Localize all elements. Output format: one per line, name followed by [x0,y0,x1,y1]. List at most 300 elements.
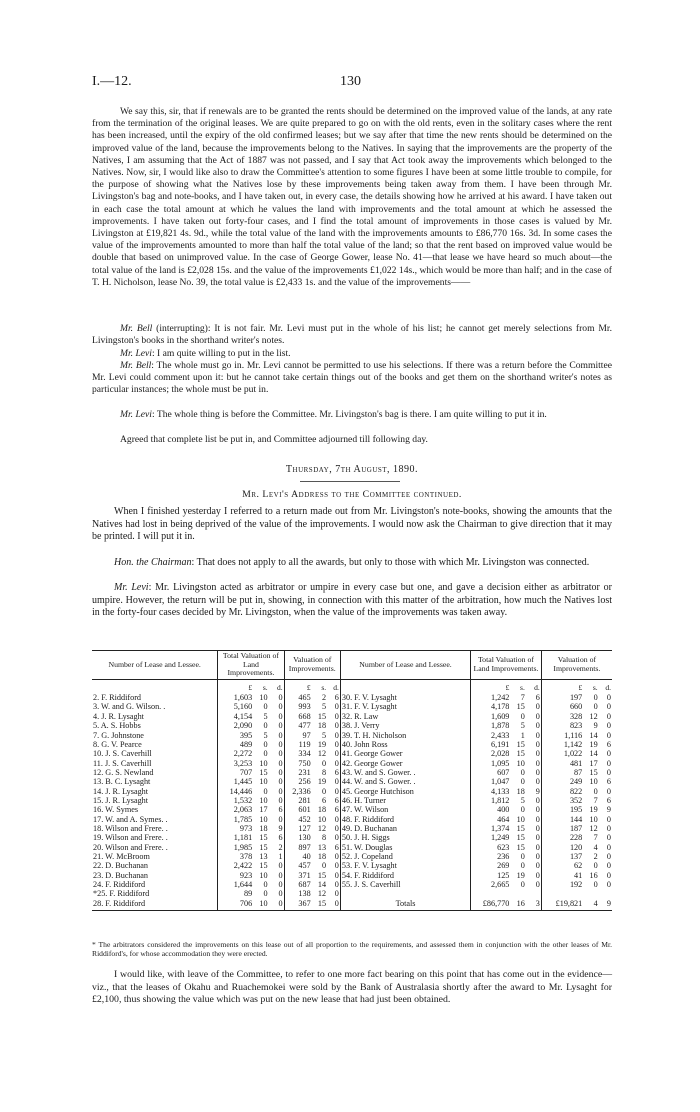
impr-shillings-cell: 6 [322,795,327,805]
total-pence-cell: 0 [278,870,283,880]
impr-pounds-cell: 281 [284,796,312,805]
impr-pounds-cell: 137 [541,852,583,861]
table-row [92,712,612,721]
impr-pounds-cell: 41 [541,871,583,880]
impr-pounds-cell: 119 [284,740,312,749]
impr-pence-cell: 6 [334,693,339,703]
total-pence-cell: 0 [535,767,540,777]
impr-shillings-cell: 0 [593,786,598,796]
impr-pence-cell: 0 [334,777,339,787]
impr-pence-cell: 0 [606,786,611,796]
column-header-improvements: Valuation of Improvements. [541,651,612,680]
impr-pounds-cell: 197 [541,693,583,702]
total-shillings-cell: 10 [259,814,268,824]
speaker-name: Mr. Bell [120,323,153,334]
lessee-cell: 41. George Gower [340,749,470,758]
total-shillings-cell: 15 [516,833,525,843]
total-shillings-cell: 10 [253,899,268,911]
total-shillings-cell: 1 [520,730,525,740]
table-row [92,768,612,777]
total-pence-cell: 0 [269,899,284,911]
lessee-cell: 24. F. Riddiford [93,880,146,889]
page-header [92,74,612,94]
total-shillings-cell: 0 [520,861,525,871]
impr-pounds-cell: 249 [541,777,583,786]
impr-shillings-cell: 7 [593,795,598,805]
section-subheading: Mr. Levi's Address to the Committee continued. [242,489,462,500]
total-pence-cell: 0 [535,880,540,889]
speaker-name: Mr. Levi [114,582,149,593]
total-pence-cell: 2 [278,842,283,852]
total-pence-cell: 0 [535,833,540,843]
table-row [92,833,612,842]
impr-shillings-cell: 12 [589,823,598,833]
total-pence-cell: 0 [535,730,540,740]
table-row [92,759,612,768]
table-footnote: * The arbitrators considered the improvements on this lease out of all proportion to the requirements, and assessed them in conjunction with the other leases of Mr. Riddiford's, for whose accommodation they were erected. [92,940,612,959]
total-pence-cell: 0 [535,805,540,815]
lessee-cell: 46. H. Turner [340,796,470,805]
impr-pounds-cell: 371 [284,871,312,880]
total-pence-cell: 0 [278,861,283,871]
units-row [92,679,612,693]
impr-shillings-cell: 12 [317,823,327,833]
total-pence-cell: 0 [535,870,540,880]
total-shillings-cell: 0 [520,767,525,777]
lessee-cell: 12. G. S. Newland [93,767,154,777]
total-shillings-cell: 5 [520,721,525,731]
impr-pence-cell: 6 [334,795,339,805]
impr-pence-cell: 0 [606,730,611,740]
impr-shillings-cell: 15 [312,899,327,911]
total-shillings-cell: 0 [263,739,268,749]
lessee-cell: 2. F. Riddiford [93,693,142,703]
total-shillings-cell: 10 [259,693,268,703]
lessee-cell: 48. F. Riddiford [340,815,470,824]
impr-pence-cell: 0 [334,711,339,721]
lessee-cell: 3. W. and G. Wilson. . [93,702,166,712]
lessee-cell: 40. John Ross [340,740,470,749]
impr-pounds-cell: 40 [284,852,312,861]
table-row [92,880,612,889]
impr-pence-cell: 0 [334,823,339,833]
paragraph-levi-bag [92,409,612,421]
lessee-cell: 15. J. R. Lysaght [93,795,149,805]
impr-pounds-cell: 750 [284,759,312,768]
table-row [92,889,612,898]
total-pence-cell: 0 [535,814,540,824]
total-pounds-cell: 2,422 [218,861,253,870]
impr-shillings-cell: 15 [317,870,327,880]
impr-shillings-cell: 2 [322,693,327,703]
impr-pounds-cell: 120 [541,843,583,852]
total-pounds-cell: 1,812 [471,796,511,805]
impr-pounds-cell: 477 [284,721,312,730]
total-shillings-cell: 5 [263,711,268,721]
paragraph-chairman [92,557,612,570]
table-row [92,843,612,852]
impr-shillings-cell: 0 [593,702,598,712]
impr-pence-cell: 0 [334,880,339,889]
impr-pence-cell: 0 [606,880,611,889]
paragraph-return: When I finished yesterday I referred to a return made out from Mr. Livingston's note-books, showing the amounts that the Natives had lost in being deprived of the value of the improvements. I would now ask the Chairman to give direction that it may be printed. I will put it in. [92,506,612,543]
impr-pence-cell: 0 [334,870,339,880]
impr-pence-cell: 0 [606,767,611,777]
total-pounds-cell: 706 [218,899,253,911]
total-pounds-cell: 14,446 [218,787,253,796]
paragraph-bell-interrupt [92,323,612,347]
total-pence-cell: 0 [278,889,283,899]
column-header-total: Total Valuation of Land Improvements. [218,651,284,680]
total-pounds-cell: 923 [218,871,253,880]
speech-text: : That does not apply to all the awards, but only to those with which Mr. Livingston was connected. [191,557,590,568]
speech-text: (interrupting): It is not fair. Mr. Levi must put in the whole of his list; he cannot get merely selections from Mr. Livingston's books in the shorthand writer's notes. [92,323,612,347]
impr-pounds-cell: 897 [284,843,312,852]
impr-pence-cell: 9 [606,805,611,815]
total-pence-cell: 0 [278,702,283,712]
impr-shillings-cell: 10 [589,777,598,787]
impr-shillings-cell: 5 [322,702,327,712]
impr-pounds-cell: 1,116 [541,731,583,740]
impr-pence-cell: 0 [606,823,611,833]
impr-pence-cell [599,889,612,898]
impr-shillings-cell: 18 [317,805,327,815]
unit-label: £ [541,679,583,693]
total-pence-cell: 0 [278,795,283,805]
table-row [92,871,612,880]
impr-shillings-cell: 19 [317,777,327,787]
total-pounds-cell: 2,090 [218,721,253,730]
lessee-cell: 47. W. Wilson [340,805,470,814]
total-pence-cell: 0 [278,711,283,721]
impr-pence-cell: 0 [606,758,611,768]
impr-pounds-cell: 97 [284,731,312,740]
impr-shillings-cell: 10 [589,814,598,824]
total-pounds-cell: 1,095 [471,759,511,768]
total-shillings-cell: 5 [263,730,268,740]
unit-label: £ [471,679,511,693]
total-pence-cell: 0 [278,721,283,731]
impr-pounds-cell: 993 [284,702,312,711]
impr-pounds-cell: 601 [284,805,312,814]
column-header-lease: Number of Lease and Lessee. [340,651,470,680]
total-shillings-cell: 15 [516,739,525,749]
date-heading: Thursday, 7th August, 1890. [285,464,419,475]
page-number: 130 [340,74,361,89]
impr-pence-cell: 0 [334,814,339,824]
total-pence-cell: 0 [535,721,540,731]
speech-text: : I am quite willing to put in the list. [151,348,291,359]
impr-pence-cell: 6 [606,795,611,805]
impr-pounds-cell: 256 [284,777,312,786]
lessee-cell: 10. J. S. Caverhill [93,749,152,759]
impr-pounds-cell [541,889,583,898]
impr-pounds-cell: 822 [541,787,583,796]
unit-label: s. [321,682,327,692]
total-pounds-cell: 464 [471,815,511,824]
impr-shillings-cell: 14 [317,880,327,889]
lessee-cell: Totals [340,899,470,911]
impr-pence-cell: 0 [334,758,339,768]
total-shillings-cell: 0 [263,702,268,712]
impr-shillings-cell: 8 [322,767,327,777]
lessee-cell: 20. Wilson and Frere. . [93,842,168,852]
total-pence-cell: 0 [535,842,540,852]
impr-pence-cell: 0 [334,786,339,796]
impr-pence-cell: 0 [606,711,611,721]
total-pence-cell: 0 [535,711,540,721]
total-shillings-cell: 19 [516,870,525,880]
total-pounds-cell: 973 [218,824,253,833]
impr-pounds-cell: 452 [284,815,312,824]
total-shillings-cell: 18 [516,786,525,796]
total-shillings-cell: 0 [263,880,268,889]
total-shillings-cell: 18 [259,823,268,833]
table-row [92,796,612,805]
total-pounds-cell: 707 [218,768,253,777]
impr-pounds-cell: 192 [541,880,583,889]
impr-pounds-cell: 228 [541,833,583,842]
total-shillings-cell [510,889,525,898]
paragraph-bell-reply [92,360,612,397]
total-pence-cell [526,889,541,898]
total-shillings-cell: 10 [259,795,268,805]
impr-shillings-cell [583,889,598,898]
impr-pounds-cell: 1,142 [541,740,583,749]
impr-pence-cell: 0 [606,861,611,871]
table-row [92,721,612,730]
speech-text: : The whole must go in. Mr. Levi cannot be permitted to use his selections. If there was a return before the Committee Mr. Levi could comment upon it: but he cannot take certain things out of the books and get them on the shorthand writer's notes as particular instances; the whole must be put in. [92,360,612,396]
impr-pence-cell: 0 [334,702,339,712]
impr-shillings-cell: 19 [589,805,598,815]
total-pounds-cell: 4,178 [471,702,511,711]
lessee-cell: 11. J. S. Caverhill [93,758,152,768]
total-pounds-cell: 400 [471,805,511,814]
total-pounds-cell: 623 [471,843,511,852]
total-pounds-cell: 1,785 [218,815,253,824]
impr-pence-cell: 6 [606,777,611,787]
impr-pounds-cell: 481 [541,759,583,768]
total-pence-cell: 0 [278,767,283,777]
impr-pence-cell: 0 [334,889,339,899]
impr-shillings-cell: 15 [589,767,598,777]
total-shillings-cell: 0 [520,805,525,815]
total-shillings-cell: 13 [259,851,268,861]
lessee-cell: 55. J. S. Caverhill [340,880,470,889]
impr-pounds-cell: 687 [284,880,312,889]
total-pence-cell: 0 [535,823,540,833]
impr-shillings-cell: 14 [589,749,598,759]
impr-pence-cell: 0 [334,749,339,759]
speaker-name: Mr. Bell [120,360,152,371]
total-pounds-cell: 6,191 [471,740,511,749]
lessee-cell: 28. F. Riddiford [92,899,218,911]
impr-pence-cell: 0 [334,721,339,731]
impr-shillings-cell: 10 [317,814,327,824]
impr-pence-cell: 0 [606,721,611,731]
total-shillings-cell: 16 [510,899,525,911]
total-pence-cell: 1 [278,851,283,861]
impr-shillings-cell: 19 [589,739,598,749]
table-header-row [92,651,612,680]
units-blank [340,679,470,693]
total-shillings-cell: 15 [259,833,268,843]
total-shillings-cell: 10 [259,870,268,880]
total-shillings-cell: 15 [516,842,525,852]
total-pounds-cell: 5,160 [218,702,253,711]
speech-text: : Mr. Livingston acted as arbitrator or umpire in every case but one, and gave a decision either as arbitrator or umpire. However, the return will be put in, showing, in connection with this matter of the arbitration, how much the Natives lost in the forty-four cases decided by Mr. Livingston, when the value of the improvements was taken away. [92,582,612,619]
speaker-name: Hon. the Chairman [114,557,192,568]
total-pence-cell: 0 [535,702,540,712]
impr-pounds-cell: 2,336 [284,787,312,796]
total-pounds-cell: £86,770 [471,899,511,911]
total-pounds-cell: 2,272 [218,749,253,758]
impr-shillings-cell: 5 [322,730,327,740]
impr-pence-cell: 0 [334,739,339,749]
total-pence-cell: 0 [278,749,283,759]
total-shillings-cell: 15 [259,767,268,777]
impr-pence-cell: 9 [599,899,612,911]
impr-shillings-cell: 18 [317,851,327,861]
impr-shillings-cell: 12 [317,889,327,899]
impr-pounds-cell: 187 [541,824,583,833]
lessee-cell: 31. F. V. Lysaght [340,702,470,711]
total-shillings-cell: 0 [263,721,268,731]
impr-shillings-cell: 19 [317,739,327,749]
impr-shillings-cell: 9 [593,721,598,731]
lessee-cell: 52. J. Copeland [340,852,470,861]
impr-shillings-cell: 2 [593,851,598,861]
total-pence-cell: 0 [278,693,283,703]
table-row [92,861,612,870]
total-pounds-cell: 1,374 [471,824,511,833]
lessee-cell: 23. D. Buchanan [93,870,149,880]
total-pounds-cell: 1,609 [471,712,511,721]
impr-pounds-cell: 130 [284,833,312,842]
impr-pounds-cell: £19,821 [541,899,583,911]
impr-pence-cell: 0 [606,833,611,843]
impr-shillings-cell: 0 [593,693,598,703]
table-row [92,787,612,796]
impr-pounds-cell: 138 [284,889,312,898]
impr-pounds-cell: 195 [541,805,583,814]
total-shillings-cell: 15 [516,749,525,759]
total-pence-cell: 0 [535,739,540,749]
total-pence-cell: 6 [278,833,283,843]
impr-pence-cell: 6 [606,739,611,749]
table-row [92,852,612,861]
total-pounds-cell: 1,644 [218,880,253,889]
total-pence-cell: 3 [526,899,541,911]
total-pounds-cell: 378 [218,852,253,861]
total-shillings-cell: 0 [520,851,525,861]
lessee-cell: 42. George Gower [340,759,470,768]
table-row [92,815,612,824]
total-pounds-cell: 1,047 [471,777,511,786]
total-pounds-cell: 489 [218,740,253,749]
unit-label: s. [520,682,525,692]
lessee-cell: 8. G. V. Pearce [93,739,142,749]
unit-label: s. [592,682,598,692]
total-pounds-cell: 236 [471,852,511,861]
units-blank [92,679,218,693]
impr-pence-cell: 0 [334,861,339,871]
speech-text: : The whole thing is before the Committee. Mr. Livingston's bag is there. I am quite willing to put it in. [151,409,547,420]
impr-shillings-cell: 13 [317,842,327,852]
total-shillings-cell: 15 [516,702,525,712]
paragraph-levi-arbitration [92,582,612,620]
impr-shillings-cell: 15 [317,711,327,721]
total-shillings-cell: 15 [259,842,268,852]
lessee-cell: 53. F. V. Lysaght [340,861,470,870]
lessee-cell: 45. George Hutchison [340,787,470,796]
total-shillings-cell: 10 [259,777,268,787]
impr-pence-cell: 0 [606,842,611,852]
total-shillings-cell: 0 [263,786,268,796]
total-pounds-cell: 2,665 [471,880,511,889]
impr-pounds-cell: 668 [284,712,312,721]
total-pounds-cell: 3,253 [218,759,253,768]
total-pence-cell: 9 [278,823,283,833]
impr-pence-cell: 6 [334,842,339,852]
impr-pence-cell: 0 [606,851,611,861]
lessee-cell: 51. W. Douglas [340,843,470,852]
column-header-lease: Number of Lease and Lessee. [92,651,218,680]
impr-shillings-cell: 12 [589,711,598,721]
lessee-cell: 50. J. H. Siggs [340,833,470,842]
impr-pounds-cell: 352 [541,796,583,805]
impr-pence-cell: 0 [334,851,339,861]
table-row [92,899,612,911]
total-shillings-cell: 10 [259,758,268,768]
total-pence-cell: 0 [535,851,540,861]
impr-pence-cell: 0 [334,833,339,843]
total-pounds-cell: 2,028 [471,749,511,758]
lessee-cell: 32. R. Law [340,712,470,721]
total-shillings-cell: 0 [520,880,525,889]
column-header-improvements: Valuation of Improvements. [284,651,340,680]
paragraph-bank-sale: I would like, with leave of the Committee, to refer to one more fact bearing on this point that has come out in the evidence—viz., that the leases of Okahu and Ruachemokei were sold by the Bank of Australasia shortly after the award to Mr. Lysaght for £2,100, thus showing the value which was put on the new lease that had just been obtained. [92,969,612,1006]
impr-pounds-cell: 144 [541,815,583,824]
total-pence-cell: 0 [278,814,283,824]
lessee-cell: 17. W. and A. Symes. . [93,814,168,824]
lessee-cell: 22. D. Buchanan [93,861,149,871]
lessee-cell: 19. Wilson and Frere. . [93,833,168,843]
total-pence-cell: 0 [278,758,283,768]
impr-shillings-cell: 7 [593,833,598,843]
total-pence-cell: 6 [535,693,540,703]
column-header-total: Total Valuation of Land Improvements. [471,651,542,680]
speaker-name: Mr. Levi [120,409,152,420]
table-row [92,740,612,749]
impr-shillings-cell: 0 [322,758,327,768]
lessee-cell: 13. B. C. Lysaght [93,777,151,787]
lessee-cell: 44. W. and S. Gower. . [340,777,470,786]
speaker-name: Mr. Levi [120,348,152,359]
total-pounds-cell: 2,433 [471,731,511,740]
total-pounds-cell: 125 [471,871,511,880]
total-pence-cell: 0 [278,777,283,787]
total-shillings-cell: 0 [520,777,525,787]
impr-pounds-cell: 823 [541,721,583,730]
paragraph-levi-reply [92,348,612,360]
unit-label: d. [605,682,611,692]
total-shillings-cell: 0 [520,711,525,721]
total-shillings-cell: 0 [263,749,268,759]
impr-shillings-cell: 0 [593,861,598,871]
lessee-cell: 39. T. H. Nicholson [340,731,470,740]
unit-label: £ [218,679,253,693]
